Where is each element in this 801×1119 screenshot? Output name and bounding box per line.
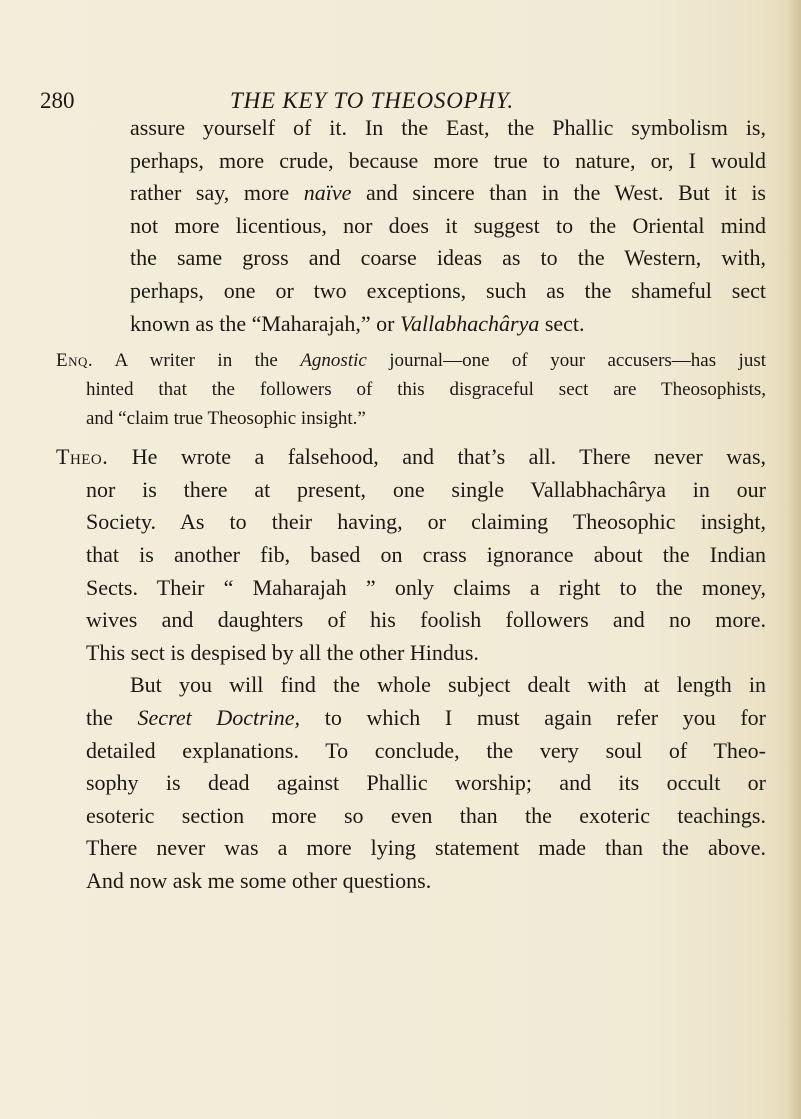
speaker-label: Theo. [56,444,109,470]
body-text [56,112,766,897]
paragraph-continuation: assure yourself of it. In the East, the Phallic symbolism is, perhaps, more crude, because more true to nature, or, I would rather say, more naïve and sincere than in the West. But it is not more licentious, nor does it suggest to the Oriental mind the same gross and coarse ideas as to the Western, with, perhaps, one or two exceptions, such as the shameful sect known as the “Maharajah,” or Vallabhachârya sect. [130,115,766,336]
page-edge-shadow [787,0,801,1119]
speaker-label: Enq. [56,350,94,372]
book-title: THE KEY TO THEOSOPHY. [230,88,514,113]
page-number: 280 [40,88,75,113]
question-paragraph: Enq. A writer in the Agnostic journal—one of your accusers—has just hinted that the followers of this disgraceful sect are Theosophists, and “claim true Theosophic insight.” [56,350,767,430]
closing-paragraph: But you will find the whole subject dealt with at length in the Secret Doctrine, to which I must again refer you for detailed explanations. To conclude, the very soul of Theo- sophy is dead against Phallic worship; and its occult or esoteric section more so even than the exoteric teachings. There never was a more lying statement made than the above. And now ask me some other questions. [86,672,767,893]
answer-paragraph: Theo. He wrote a falsehood, and that’s all. There never was, nor is there at present, one single Vallabhachârya in our Society. As to their having, or claiming Theosophic insight, that is another fib, based on crass ignorance about the Indian Sects. Their “ Maharajah ” only claims a right to the money, wives and daughters of his foolish followers and no more. This sect is despised by all the other Hindus. [56,444,767,665]
